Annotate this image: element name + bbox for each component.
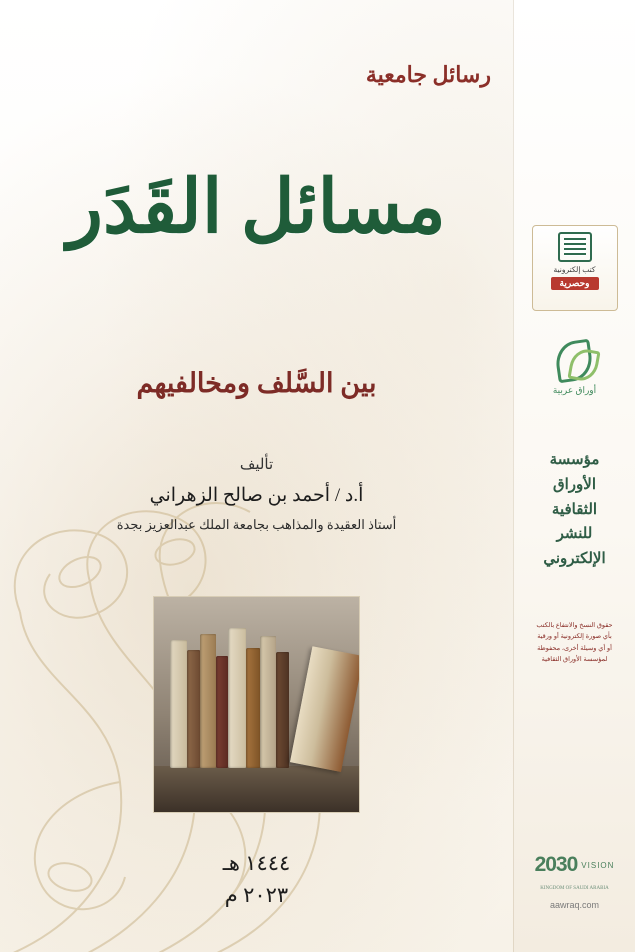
- book-spine: [246, 648, 260, 768]
- publisher-line: الإلكتروني: [543, 550, 606, 567]
- ebook-icon: [558, 232, 592, 262]
- byline: [0, 455, 513, 533]
- authorship-word: تأليف: [239, 457, 274, 473]
- book-spine: [260, 636, 276, 768]
- vision-logo-icon: [534, 845, 615, 885]
- website-url: aawraq.com: [549, 900, 600, 910]
- leaning-open-book: [290, 646, 360, 772]
- book-title: مسائل القَدَر: [67, 167, 446, 249]
- leaf-icon: [550, 339, 600, 383]
- publication-date: [0, 848, 513, 911]
- publisher-line: الأوراق: [552, 475, 596, 493]
- awraq-logo: [533, 339, 617, 396]
- book-spine: [170, 640, 187, 768]
- publisher-name: [543, 448, 605, 572]
- rights-line: أو أي وسيلة أخرى، محفوظة: [537, 644, 612, 652]
- publisher-line: مؤسسة: [549, 451, 600, 468]
- awraq-logo-text: أوراق عربية: [552, 385, 597, 395]
- book-spine: [228, 628, 246, 768]
- rights-line: بأي صورة إلكترونية أو ورقية: [537, 633, 612, 641]
- book-subtitle: بين السَّلف ومخالفيهم: [136, 368, 377, 398]
- ebook-badge-line2: وحصرية: [551, 277, 599, 290]
- gregorian-year: ٢٠٢٣ م: [224, 882, 289, 907]
- book-spine: [200, 634, 216, 768]
- publisher-line: الثقافية: [551, 500, 598, 518]
- shelf-surface: [154, 766, 359, 812]
- book-spine: [187, 650, 200, 768]
- vision-number: 2030: [534, 853, 578, 876]
- cover-sidebar: [513, 0, 635, 952]
- ebook-badge-line1: كتب إلكترونية: [553, 265, 596, 274]
- publisher-line: للنشر: [556, 525, 593, 543]
- hijri-year: ١٤٤٤ هـ: [222, 851, 291, 875]
- rights-line: لمؤسسة الأوراق الثقافية: [541, 655, 608, 663]
- series-label: رسائل جامعية: [365, 62, 491, 87]
- rights-notice: [525, 620, 625, 666]
- book-spine: [276, 652, 289, 768]
- vision-2030-logo: [529, 845, 621, 910]
- author-affiliation: أستاذ العقيدة والمذاهب بجامعة الملك عبدالعزيز بجدة: [116, 517, 397, 532]
- rights-line: حقوق النسخ والانتفاع بالكتب: [536, 621, 613, 629]
- book-spine: [216, 656, 228, 768]
- vision-word: VISION: [581, 860, 615, 870]
- cover-photo: [153, 596, 360, 813]
- author-name: أ.د / أحمد بن صالح الزهراني: [149, 485, 364, 506]
- ebook-badge: [532, 225, 618, 311]
- vision-subtitle: KINGDOM OF SAUDI ARABIA: [540, 886, 609, 891]
